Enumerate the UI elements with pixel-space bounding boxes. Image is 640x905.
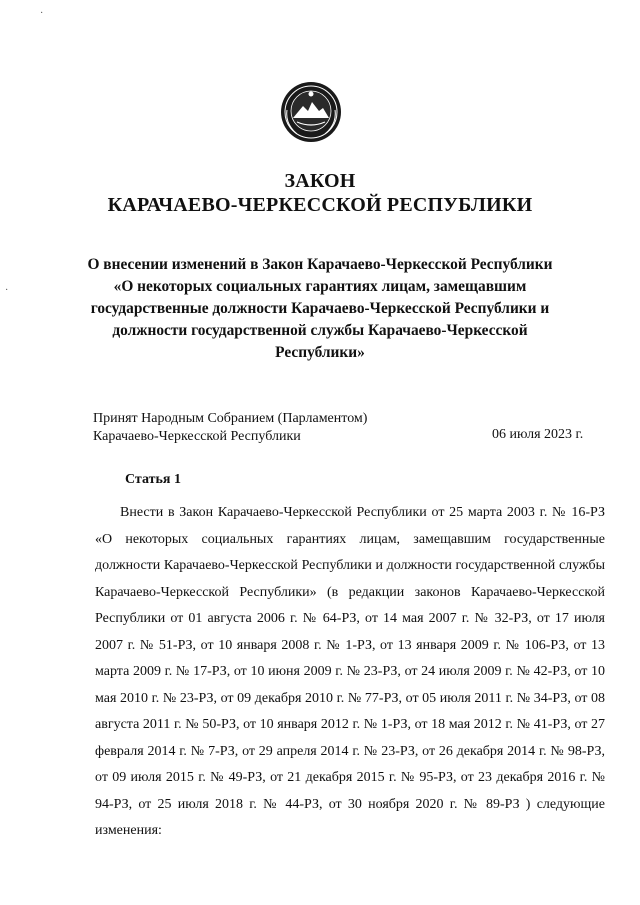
scan-dot: · <box>5 285 9 296</box>
republic-coat-of-arms-icon <box>279 80 343 144</box>
adoption-line-1: Принят Народным Собранием (Парламентом) <box>93 411 368 426</box>
republic-name: КАРАЧАЕВО-ЧЕРКЕССКОЙ РЕСПУБЛИКИ <box>107 194 533 216</box>
law-title: ЗАКОН <box>284 170 356 192</box>
adoption-line-2: Карачаево-Черкесской Республики <box>93 429 301 444</box>
scan-dot: · <box>40 8 44 19</box>
adoption-date: 06 июля 2023 г. <box>492 427 584 442</box>
article-text: Внести в Закон Карачаево-Черкесской Республики от 25 марта 2003 г. № 16-РЗ «О некоторых социальных гарантиях лицам, замещавшим государственные должности Карачаево-Черкесской Республики и должности государственной службы Карачаево-Черкесской Республики» (в редакции законов Карачаево-Черкесской Республики от 01 августа 2006 г. № 64-РЗ, от 14 мая 2007 г. № 32-РЗ, от 17 июля 2007 г. № 51-РЗ, от 10 января 2008 г. № 1-РЗ, от 13 января 2009 г. № 106-РЗ, от 13 марта 2009 г. № 17-РЗ, от 10 июня 2009 г. № 23-РЗ, от 24 июля 2009 г. № 42-РЗ, от 10 мая 2010 г. № 23-РЗ, от 09 декабря 2010 г. № 77-РЗ, от 05 июля 2011 г. № 34-РЗ, от 08 августа 2011 г. № 50-РЗ, от 10 января 2012 г. № 1-РЗ, от 18 мая 2012 г. № 41-РЗ, от 27 февраля 2014 г. № 7-РЗ, от 29 апреля 2014 г. № 23-РЗ, от 26 декабря 2014 г. № 98-РЗ, от 09 июля 2015 г. № 49-РЗ, от 21 декабря 2015 г. № 95-РЗ, от 23 декабря 2016 г. № 94-РЗ, от 25 июля 2018 г. № 44-РЗ, от 30 ноября 2020 г. № 89-РЗ ) следующие изменения: <box>95 505 605 838</box>
law-subject: О внесении изменений в Закон Карачаево-Черкесской Республики «О некоторых социальных гарантиях лицам, замещавшим государственные должности Карачаево-Черкесской Республики и должности государственной службы Карачаево-Черкесской Республики» <box>87 256 553 361</box>
article-heading: Статья 1 <box>125 472 181 487</box>
